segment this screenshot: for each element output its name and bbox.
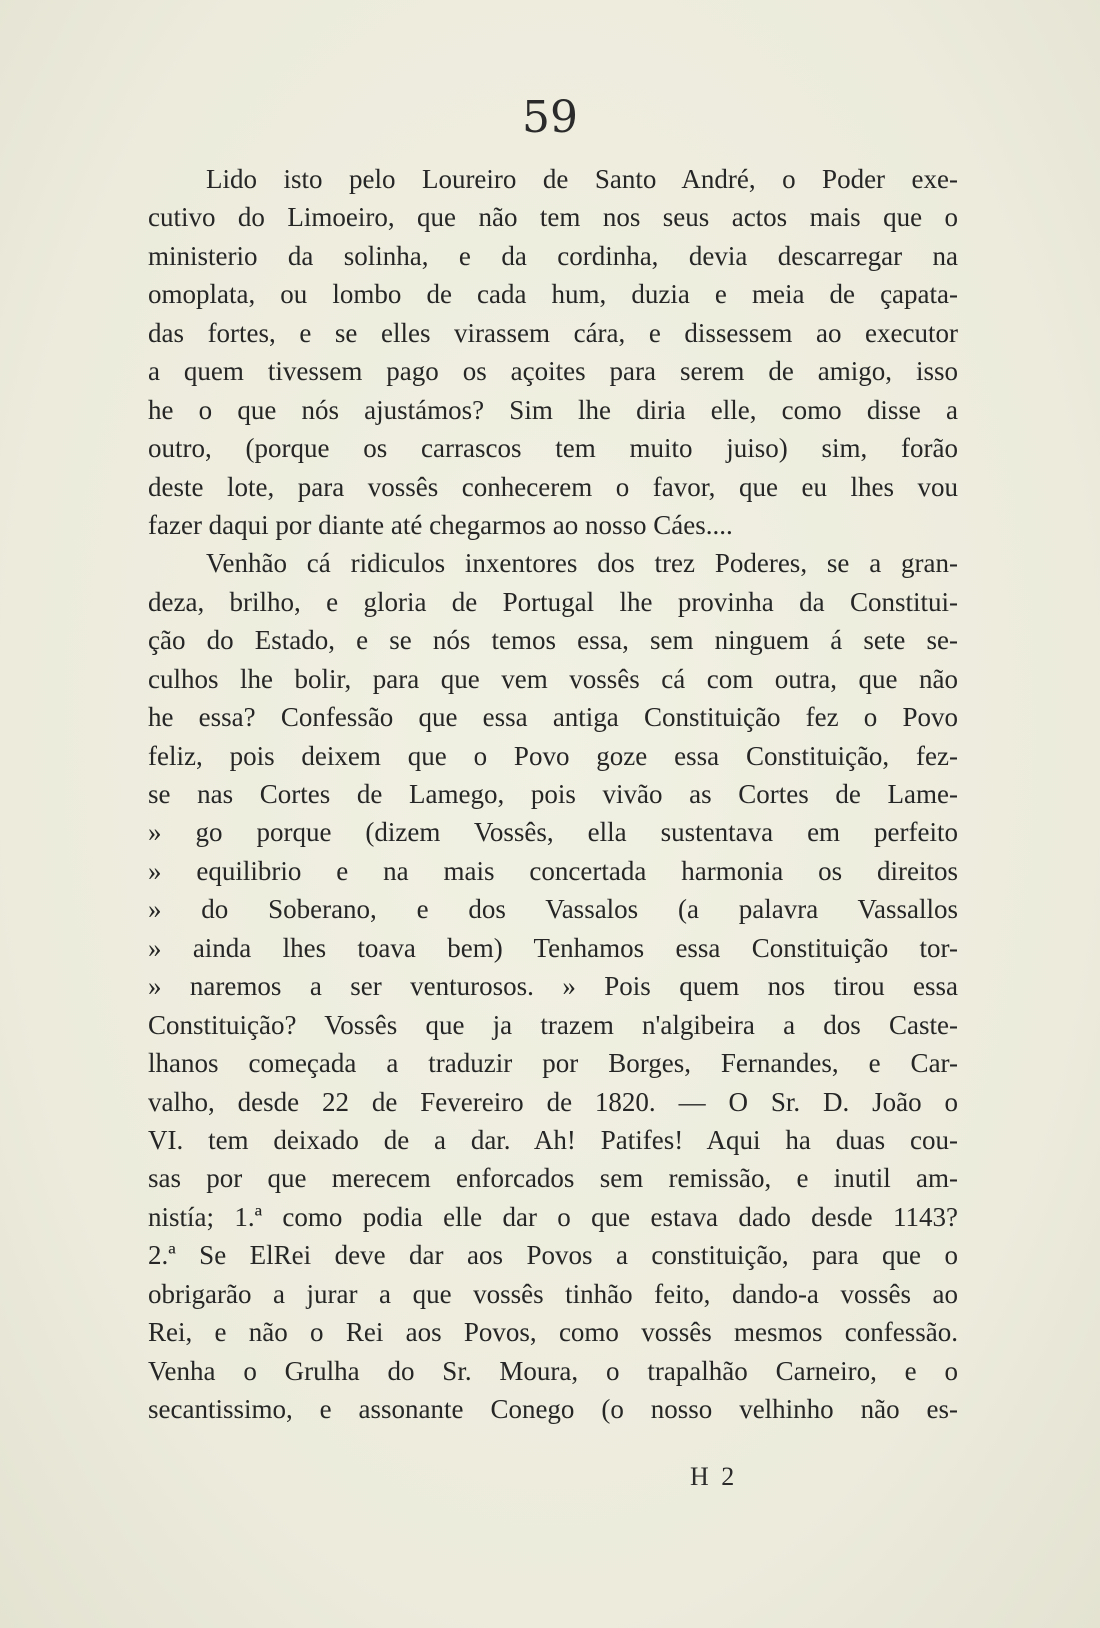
text-line: » go porque (dizem Vossês, ella sustentava em perfeito [148,817,958,848]
text-line: he essa? Confessão que essa antiga Constituição fez o Povo [148,702,958,733]
text-line: culhos lhe bolir, para que vem vossês cá com outra, que não [148,663,958,694]
text-line: » ainda lhes toava bem) Tenhamos essa Constituição tor- [148,932,958,963]
text-line: a quem tivessem pago os açoites para serem de amigo, isso [148,356,958,387]
text-line: Rei, e não o Rei aos Povos, como vossês mesmos confessão. [148,1317,958,1348]
text-line: das fortes, e se elles virassem cára, e dissessem ao executor [148,317,958,348]
text-line: 2.ª Se ElRei deve dar aos Povos a constituição, para que o [148,1240,958,1271]
text-line: ção do Estado, e se nós temos essa, sem ninguem á sete se- [148,625,958,656]
text-line: VI. tem deixado de a dar. Ah! Patifes! Aqui ha duas cou- [148,1124,958,1155]
text-line: deste lote, para vossês conhecerem o favor, que eu lhes vou [148,471,958,502]
signature-mark: H 2 [690,1462,738,1491]
text-line: se nas Cortes de Lamego, pois vivão as Cortes de Lame- [148,779,958,809]
text-line: » equilibrio e na mais concertada harmonia os direitos [148,855,958,886]
text-line: obrigarão a jurar a que vossês tinhão feito, dando-a vossês ao [148,1278,958,1309]
text-line: Venhão cá ridiculos inxentores dos trez Poderes, se a gran- [206,548,958,579]
text-line: sas por que merecem enforcados sem remissão, e inutil am- [148,1163,958,1194]
text-line: ministerio da solinha, e da cordinha, devia descarregar na [148,240,958,271]
text-line: nistía; 1.ª como podia elle dar o que estava dado desde 1143? [148,1201,958,1232]
text-line: feliz, pois deixem que o Povo goze essa Constituição, fez- [148,740,958,771]
text-line: omoplata, ou lombo de cada hum, duzia e meia de çapata- [148,279,958,310]
body-text [148,160,958,1428]
text-line: fazer daqui por diante até chegarmos ao nosso Cáes.... [148,509,733,540]
text-line: Constituição? Vossês que ja trazem n'algibeira a dos Caste- [148,1009,958,1040]
text-line: valho, desde 22 de Fevereiro de 1820. — O Sr. D. João o [148,1086,958,1117]
text-line: outro, (porque os carrascos tem muito juiso) sim, forão [148,433,958,464]
text-line: secantissimo, e assonante Conego (o nosso velhinho não es- [148,1394,958,1424]
text-line: » do Soberano, e dos Vassalos (a palavra Vassallos [148,894,958,925]
page-number: 59 [522,92,578,143]
text-line: he o que nós ajustámos? Sim lhe diria elle, como disse a [148,394,958,425]
text-line: cutivo do Limoeiro, que não tem nos seus actos mais que o [148,202,958,233]
text-line: Venha o Grulha do Sr. Moura, o trapalhão Carneiro, e o [148,1355,958,1386]
text-line: lhanos começada a traduzir por Borges, Fernandes, e Car- [148,1048,958,1079]
text-line: » naremos a ser venturosos. » Pois quem nos tirou essa [148,971,958,1002]
text-line: Lido isto pelo Loureiro de Santo André, o Poder exe- [206,164,958,194]
text-line: deza, brilho, e gloria de Portugal lhe provinha da Constitui- [148,586,958,617]
